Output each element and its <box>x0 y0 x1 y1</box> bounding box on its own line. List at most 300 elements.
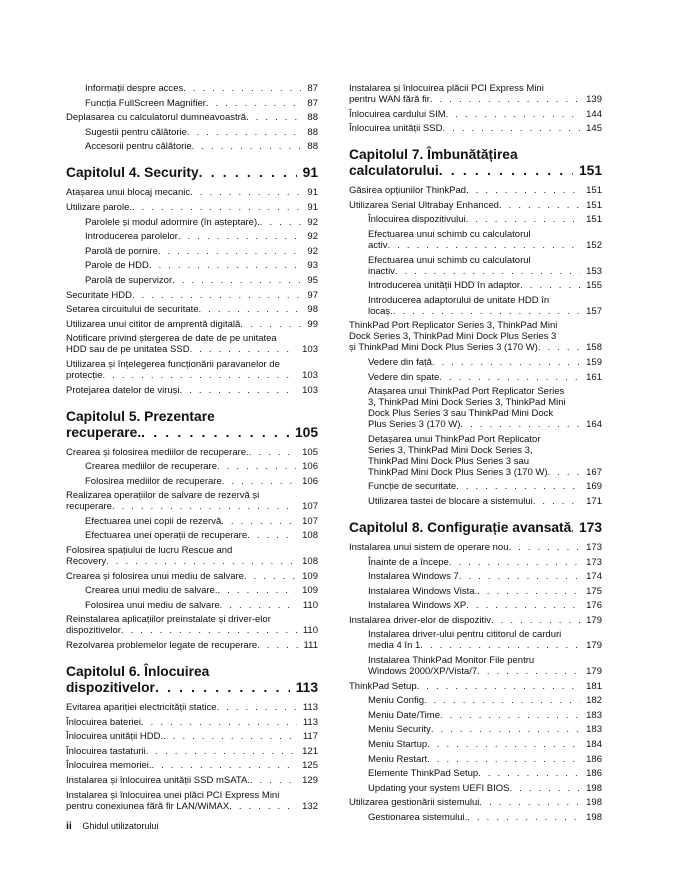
toc-entry[interactable] <box>66 490 318 512</box>
toc-page-number: 158 <box>586 342 602 354</box>
dot-leader <box>431 724 580 735</box>
toc-entry[interactable] <box>85 127 318 138</box>
dot-leader <box>121 625 297 636</box>
toc-page-number: 173 <box>586 556 602 568</box>
dot-leader <box>244 571 296 582</box>
toc-page-number: 113 <box>302 702 318 714</box>
toc-entry[interactable] <box>349 615 602 626</box>
toc-page-number: 91 <box>307 201 318 213</box>
toc-entry[interactable] <box>66 359 318 381</box>
toc-entry-text: ThinkPad Mini Dock Plus Series 3 (170 W) <box>368 466 548 478</box>
toc-entry-text: Dock Plus Series 3 sau ThinkPad Mini Dock <box>368 408 554 420</box>
dot-leader <box>246 112 301 123</box>
toc-entry-text: Elemente ThinkPad Setup <box>368 768 479 780</box>
toc-chapter-heading[interactable] <box>66 165 318 181</box>
toc-entry-text: Capitolul 6. Înlocuirea <box>66 664 210 680</box>
toc-entry-text: pentru conexiunea fără fir LAN/WiMAX <box>66 800 230 812</box>
toc-page-number: 151 <box>586 185 602 197</box>
toc-entry-text: Notificare privind ștergerea de date de pe unitatea <box>66 333 277 345</box>
toc-page-number: 87 <box>307 83 318 94</box>
toc-page-number: 139 <box>586 94 602 105</box>
dot-leader <box>163 731 297 742</box>
dot-leader <box>158 246 302 257</box>
toc-entry-text: Dock Series 3, ThinkPad Mini Dock Plus Series 3 <box>349 331 557 343</box>
toc-entry-text: Parolele și modul adormire (în așteptare). <box>85 216 260 228</box>
toc-entry-text: Instalarea driver-elor de dispozitiv <box>349 614 492 626</box>
toc-page-number: 107 <box>302 515 318 527</box>
toc-entry[interactable] <box>85 231 318 242</box>
dot-leader <box>240 319 301 330</box>
dot-leader <box>456 481 580 492</box>
dot-leader <box>155 680 290 696</box>
toc-page-number: 91 <box>302 165 318 181</box>
toc-page-number: 109 <box>302 570 318 582</box>
toc-page-number: 184 <box>586 739 602 751</box>
toc-entry-text: Reinstalarea aplicațiilor preinstalate și driver-elor <box>66 614 271 626</box>
toc-entry[interactable] <box>368 695 602 706</box>
toc-entry[interactable] <box>368 724 602 735</box>
toc-entry-text: Capitolul 8. Configurație avansată <box>349 519 572 535</box>
toc-entry[interactable] <box>66 760 318 771</box>
toc-page-number: 98 <box>307 304 318 316</box>
dot-leader <box>180 385 297 396</box>
toc-entry-text: Înlocuirea tastaturii <box>66 745 146 757</box>
toc-entry-text: Securitate HDD <box>66 289 132 301</box>
toc-entry[interactable] <box>66 717 318 728</box>
toc-entry-text: Crearea și folosirea mediilor de recuperare. <box>66 446 249 458</box>
toc-entry-text: Efectuarea unei copii de rezervă <box>85 515 222 527</box>
dot-leader <box>460 419 580 430</box>
toc-page-number: 181 <box>586 680 602 692</box>
toc-entry-text: Meniu Config <box>368 695 424 707</box>
toc-page-number: 92 <box>307 216 318 228</box>
toc-entry-text: Meniu Restart <box>368 753 428 765</box>
toc-page-number: 182 <box>586 695 602 707</box>
dot-leader <box>446 109 581 120</box>
toc-entry-text: Folosirea unui mediu de salvare <box>85 599 220 611</box>
toc-entry-text: Instalarea și înlocuirea unității SSD mSATA. <box>66 775 250 786</box>
toc-entry[interactable] <box>66 333 318 355</box>
toc-entry-text: Utilizare parole. <box>66 201 132 213</box>
toc-entry-text: Înlocuirea unității HDD. <box>66 731 164 743</box>
toc-page-number: 105 <box>294 424 318 440</box>
dot-leader <box>499 200 580 211</box>
toc-page-number: 121 <box>302 745 318 757</box>
toc-entry[interactable] <box>66 731 318 742</box>
toc-entry[interactable] <box>66 290 318 301</box>
toc-page-number: 103 <box>302 384 318 396</box>
toc-entry-text: Series 3, ThinkPad Mini Dock Series 3, <box>368 444 533 456</box>
page-footer <box>66 820 158 832</box>
toc-entry[interactable] <box>66 112 318 123</box>
toc-entry[interactable] <box>368 739 602 750</box>
toc-entry-text: dispozitivelor <box>66 625 121 637</box>
toc-entry[interactable] <box>66 746 318 757</box>
dot-leader <box>538 342 580 353</box>
toc-entry-text: inactiv <box>368 265 395 277</box>
toc-entry-text: Efectuarea unei operații de recuperare <box>85 530 248 542</box>
toc-entry[interactable] <box>66 702 318 713</box>
dot-leader <box>132 202 301 213</box>
toc-entry-text: ThinkPad Port Replicator Series 3, ThinkPad Mini <box>349 320 558 332</box>
toc-entry-text: Detașarea unui ThinkPad Port Replicator <box>368 433 541 445</box>
toc-entry[interactable] <box>85 275 318 286</box>
toc-entry-text: Meniu Startup <box>368 739 428 751</box>
toc-entry-text: Instalarea Windows 7 <box>368 571 459 583</box>
dot-leader <box>183 83 301 94</box>
toc-entry[interactable] <box>66 385 318 396</box>
toc-page-number: 105 <box>302 446 318 458</box>
toc-entry[interactable] <box>349 83 602 105</box>
toc-entry[interactable] <box>85 98 318 109</box>
toc-page-number: 111 <box>303 640 318 652</box>
toc-entry-text: Înlocuirea memoriei. <box>66 760 152 772</box>
toc-page-number: 145 <box>586 123 602 135</box>
toc-page-number: 113 <box>295 680 318 696</box>
toc-entry-text: Instalarea driver-ului pentru cititorul de carduri <box>368 629 562 641</box>
footer-title: Ghidul utilizatorului <box>82 821 159 831</box>
dot-leader <box>509 542 581 553</box>
toc-page-number: 179 <box>586 614 602 626</box>
toc-entry-text: Introducerea adaptorului de unitate HDD în <box>368 294 550 306</box>
toc-entry-text: Rezolvarea problemelor legate de recuperare <box>66 640 258 652</box>
toc-chapter-heading[interactable] <box>66 664 318 696</box>
toc-entry[interactable] <box>66 202 318 213</box>
toc-chapter-heading[interactable] <box>349 520 602 536</box>
toc-entry-text: Atașarea unui blocaj mecanic <box>66 187 191 199</box>
dot-leader <box>190 344 297 355</box>
toc-page-number: 87 <box>307 97 318 109</box>
toc-entry[interactable] <box>349 123 602 134</box>
toc-entry[interactable] <box>368 571 602 582</box>
toc-entry-text: Funcția FullScreen Magnifier <box>85 97 206 109</box>
toc-entry-text: Folosirea spațiului de lucru Rescue and <box>66 545 233 557</box>
dot-leader <box>190 187 301 198</box>
dot-leader <box>218 585 297 596</box>
toc-page-number: 108 <box>302 556 318 568</box>
toc-page-number: 88 <box>307 126 318 138</box>
dot-leader <box>417 681 581 692</box>
toc-entry[interactable] <box>368 229 602 251</box>
toc-entry-text: Informații despre acces <box>85 83 184 94</box>
toc-entry[interactable] <box>85 516 318 527</box>
toc-entry-text: Setarea circuitului de securitate <box>66 304 199 316</box>
toc-entry-text: Updating your system UEFI BIOS <box>368 782 510 794</box>
toc-entry[interactable] <box>66 319 318 330</box>
toc-entry-text: Utilizarea gestionării sistemului <box>349 797 480 809</box>
dot-leader <box>439 372 580 383</box>
toc-entry-text: Crearea mediilor de recuperare <box>85 461 218 473</box>
toc-page-number: 110 <box>302 599 318 611</box>
dot-leader <box>149 260 302 271</box>
toc-entry-text: activ <box>368 239 388 251</box>
dot-leader <box>430 94 580 105</box>
dot-leader <box>217 461 296 472</box>
toc-entry[interactable] <box>368 710 602 721</box>
toc-entry[interactable] <box>368 600 602 611</box>
toc-page-number: 107 <box>302 501 318 513</box>
toc-page-number: 183 <box>586 709 602 721</box>
toc-entry[interactable] <box>349 542 602 553</box>
toc-entry[interactable] <box>349 320 602 353</box>
dot-leader <box>479 797 580 808</box>
toc-entry[interactable] <box>66 447 318 458</box>
toc-entry[interactable] <box>85 600 318 611</box>
dot-leader <box>222 476 296 487</box>
toc-entry[interactable] <box>368 768 602 779</box>
toc-page-number: 161 <box>586 371 602 383</box>
toc-page-number: 88 <box>307 141 318 153</box>
toc-entry-text: Instalarea Windows XP <box>368 600 467 612</box>
toc-page-number: 167 <box>586 466 602 478</box>
dot-leader <box>442 123 580 134</box>
toc-entry[interactable] <box>368 434 602 478</box>
toc-entry[interactable] <box>66 790 318 812</box>
toc-entry[interactable] <box>368 386 602 430</box>
dot-leader <box>491 615 580 626</box>
dot-leader <box>466 185 580 196</box>
toc-left-column <box>66 83 318 815</box>
toc-entry-text: Găsirea opțiunilor ThinkPad <box>349 185 467 197</box>
toc-page-number: 106 <box>302 475 318 487</box>
dot-leader <box>221 516 296 527</box>
dot-leader <box>220 600 297 611</box>
toc-page-number: 113 <box>302 716 318 728</box>
toc-page-number: 109 <box>302 585 318 597</box>
toc-page-number: 198 <box>586 782 602 794</box>
toc-right-column <box>349 83 602 827</box>
toc-page-number: 173 <box>578 519 602 535</box>
toc-page-number: 91 <box>307 187 318 199</box>
dot-leader <box>478 768 580 779</box>
toc-entry-text: Utilizarea unui cititor de amprentă digitală <box>66 318 241 330</box>
dot-leader <box>466 600 580 611</box>
toc-entry[interactable] <box>85 530 318 541</box>
toc-entry-text: ThinkPad Setup <box>349 680 417 692</box>
toc-entry-text: Funcție de securitate <box>368 481 457 493</box>
toc-entry-text: pentru WAN fără fir <box>349 94 430 105</box>
toc-entry-text: Capitolul 5. Prezentare <box>66 408 215 424</box>
dot-leader <box>439 163 573 179</box>
toc-entry[interactable] <box>368 481 602 492</box>
toc-entry-text: Introducerea unității HDD în adaptor <box>368 280 521 292</box>
toc-entry-text: Protejarea datelor de viruși <box>66 384 180 396</box>
toc-entry-text: Deplasarea cu calculatorul dumneavoastră <box>66 112 247 124</box>
toc-page-number: 97 <box>307 289 318 301</box>
dot-leader <box>432 357 580 368</box>
toc-entry[interactable] <box>368 255 602 277</box>
toc-entry-text: Parolă de pornire <box>85 245 158 257</box>
toc-entry[interactable] <box>349 109 602 120</box>
toc-entry[interactable] <box>66 545 318 567</box>
toc-entry[interactable] <box>368 496 602 507</box>
toc-page-number: 176 <box>586 600 602 612</box>
toc-page-number: 198 <box>586 812 602 823</box>
dot-leader <box>520 280 580 291</box>
toc-page-number: 198 <box>586 797 602 809</box>
toc-entry[interactable] <box>66 614 318 636</box>
toc-entry[interactable] <box>85 246 318 257</box>
toc-entry[interactable] <box>368 557 602 568</box>
toc-entry[interactable] <box>66 304 318 315</box>
toc-chapter-heading[interactable] <box>349 147 602 179</box>
dot-leader <box>449 557 580 568</box>
dot-leader <box>229 801 296 812</box>
toc-entry-text: Parole de HDD <box>85 260 149 272</box>
dot-leader <box>424 695 580 706</box>
toc-entry[interactable] <box>85 141 318 152</box>
toc-entry[interactable] <box>349 200 602 211</box>
toc-entry-text: Plus Series 3 (170 W) <box>368 419 461 431</box>
toc-entry[interactable] <box>368 783 602 794</box>
toc-entry-text: Vedere din față <box>368 356 432 368</box>
toc-entry[interactable] <box>368 280 602 291</box>
toc-entry-text: Instalarea unui sistem de operare nou <box>349 541 509 553</box>
toc-page-number: 151 <box>586 214 602 226</box>
toc-entry[interactable] <box>368 629 602 651</box>
toc-entry[interactable] <box>349 797 602 808</box>
toc-entry-text: HDD sau de pe unitatea SSD <box>66 344 190 356</box>
toc-entry[interactable] <box>85 83 318 94</box>
dot-leader <box>477 666 580 677</box>
toc-entry[interactable] <box>66 640 318 651</box>
dot-leader <box>548 467 581 478</box>
toc-entry-text: 3, ThinkPad Mini Dock Series 3, ThinkPad Mini <box>368 397 566 409</box>
dot-leader <box>393 306 580 317</box>
toc-entry[interactable] <box>368 586 602 597</box>
toc-entry-text: Sugestii pentru călătorie <box>85 126 187 138</box>
toc-entry[interactable] <box>368 812 602 823</box>
toc-page-number: 106 <box>302 461 318 473</box>
dot-leader <box>477 586 580 597</box>
toc-entry-text: locaș. <box>368 305 393 317</box>
toc-page-number: 92 <box>307 245 318 257</box>
toc-page-number: 93 <box>307 260 318 272</box>
dot-leader <box>440 710 580 721</box>
toc-page-number: 159 <box>586 356 602 368</box>
toc-page-number: 169 <box>586 481 602 493</box>
dot-leader <box>106 556 296 567</box>
toc-page-number: 174 <box>586 571 602 583</box>
dot-leader <box>260 217 302 228</box>
toc-chapter-heading[interactable] <box>66 409 318 441</box>
dot-leader <box>467 812 580 823</box>
toc-entry-text: Realizarea operațiilor de salvare de rezervă și <box>66 490 260 502</box>
toc-entry[interactable] <box>349 185 602 196</box>
toc-entry-text: Instalarea și înlocuirea unei plăci PCI Express Mini <box>66 789 280 801</box>
footer-page-number: ii <box>66 820 72 832</box>
dot-leader <box>247 530 296 541</box>
toc-entry-text: ThinkPad Mini Dock Plus Series 3 sau <box>368 455 530 467</box>
toc-page-number: 183 <box>586 724 602 736</box>
toc-entry-text: Capitolul 4. Security <box>66 165 199 181</box>
toc-entry[interactable] <box>85 217 318 228</box>
toc-page-number: 99 <box>307 318 318 330</box>
toc-entry[interactable] <box>368 214 602 225</box>
toc-entry-text: media 4 în 1 <box>368 640 421 652</box>
toc-entry-text: Înlocuirea unității SSD <box>349 123 443 135</box>
toc-page-number: 157 <box>586 305 602 317</box>
dot-leader <box>510 783 581 794</box>
toc-page-number: 151 <box>578 163 602 179</box>
toc-entry[interactable] <box>85 476 318 487</box>
toc-page-number: 173 <box>586 541 602 553</box>
toc-entry-text: Parolă de supervizor <box>85 274 173 286</box>
toc-page-number: 179 <box>586 640 602 652</box>
toc-page-number: 171 <box>586 495 602 507</box>
dot-leader <box>112 501 296 512</box>
dot-leader <box>216 702 296 713</box>
toc-entry-text: Crearea și folosirea unui mediu de salvare <box>66 570 244 582</box>
toc-entry[interactable] <box>85 260 318 271</box>
toc-entry-text: Înainte de a începe <box>368 556 449 568</box>
dot-leader <box>152 760 297 771</box>
toc-page-number: 88 <box>307 112 318 124</box>
toc-entry-text: Instalarea Windows Vista. <box>368 585 478 597</box>
toc-page-number: 108 <box>302 530 318 542</box>
dot-leader <box>146 746 296 757</box>
toc-entry[interactable] <box>368 372 602 383</box>
toc-entry[interactable] <box>85 585 318 596</box>
toc-entry-text: și ThinkPad Mini Dock Plus Series 3 (170 W) <box>349 342 538 354</box>
toc-entry-text: Capitolul 7. Îmbunătățirea <box>349 147 518 163</box>
toc-entry[interactable] <box>85 461 318 472</box>
toc-entry-text: Windows 2000/XP/Vista/7 <box>368 666 478 678</box>
toc-entry-text: Efectuarea unui schimb cu calculatorul <box>368 228 531 240</box>
dot-leader <box>427 739 580 750</box>
toc-page-number: 152 <box>586 239 602 251</box>
dot-leader <box>132 290 301 301</box>
dot-leader <box>141 425 289 441</box>
dot-leader <box>178 231 301 242</box>
toc-entry[interactable] <box>368 754 602 765</box>
toc-entry-text: Folosirea mediilor de recuperare <box>85 475 222 487</box>
toc-entry-text: protecție <box>66 369 103 381</box>
toc-entry[interactable] <box>66 571 318 582</box>
toc-entry-text: Instalarea și înlocuirea plăcii PCI Express Mini <box>349 83 544 94</box>
toc-entry-text: Înlocuirea dispozitivului <box>368 214 466 226</box>
toc-page-number: 164 <box>586 419 602 431</box>
toc-page-number: 144 <box>586 108 602 120</box>
toc-page-number: 175 <box>586 585 602 597</box>
toc-page-number: 186 <box>586 753 602 765</box>
dot-leader <box>533 496 580 507</box>
toc-entry-text: Meniu Date/Time <box>368 709 440 721</box>
toc-entry-text: Utilizarea tastei de blocare a sistemului <box>368 495 533 507</box>
dot-leader <box>427 754 580 765</box>
toc-entry[interactable] <box>349 681 602 692</box>
toc-entry-text: Instalarea ThinkPad Monitor File pentru <box>368 655 535 667</box>
toc-page-number: 153 <box>586 265 602 277</box>
dot-leader <box>249 447 296 458</box>
toc-entry-text: calculatorului <box>349 163 439 179</box>
toc-page-number: 110 <box>302 625 318 637</box>
toc-entry[interactable] <box>66 775 318 786</box>
toc-entry-text: Vedere din spate <box>368 371 440 383</box>
toc-page-number: 179 <box>586 666 602 678</box>
toc-entry[interactable] <box>66 187 318 198</box>
toc-entry[interactable] <box>368 655 602 677</box>
dot-leader <box>141 717 297 728</box>
toc-entry-text: Înlocuirea bateriei <box>66 716 141 728</box>
toc-page-number: 103 <box>302 369 318 381</box>
dot-leader <box>192 141 302 152</box>
dot-leader <box>257 640 297 651</box>
toc-entry[interactable] <box>368 295 602 317</box>
toc-page-number: 155 <box>586 280 602 292</box>
dot-leader <box>199 165 297 181</box>
toc-entry[interactable] <box>368 357 602 368</box>
